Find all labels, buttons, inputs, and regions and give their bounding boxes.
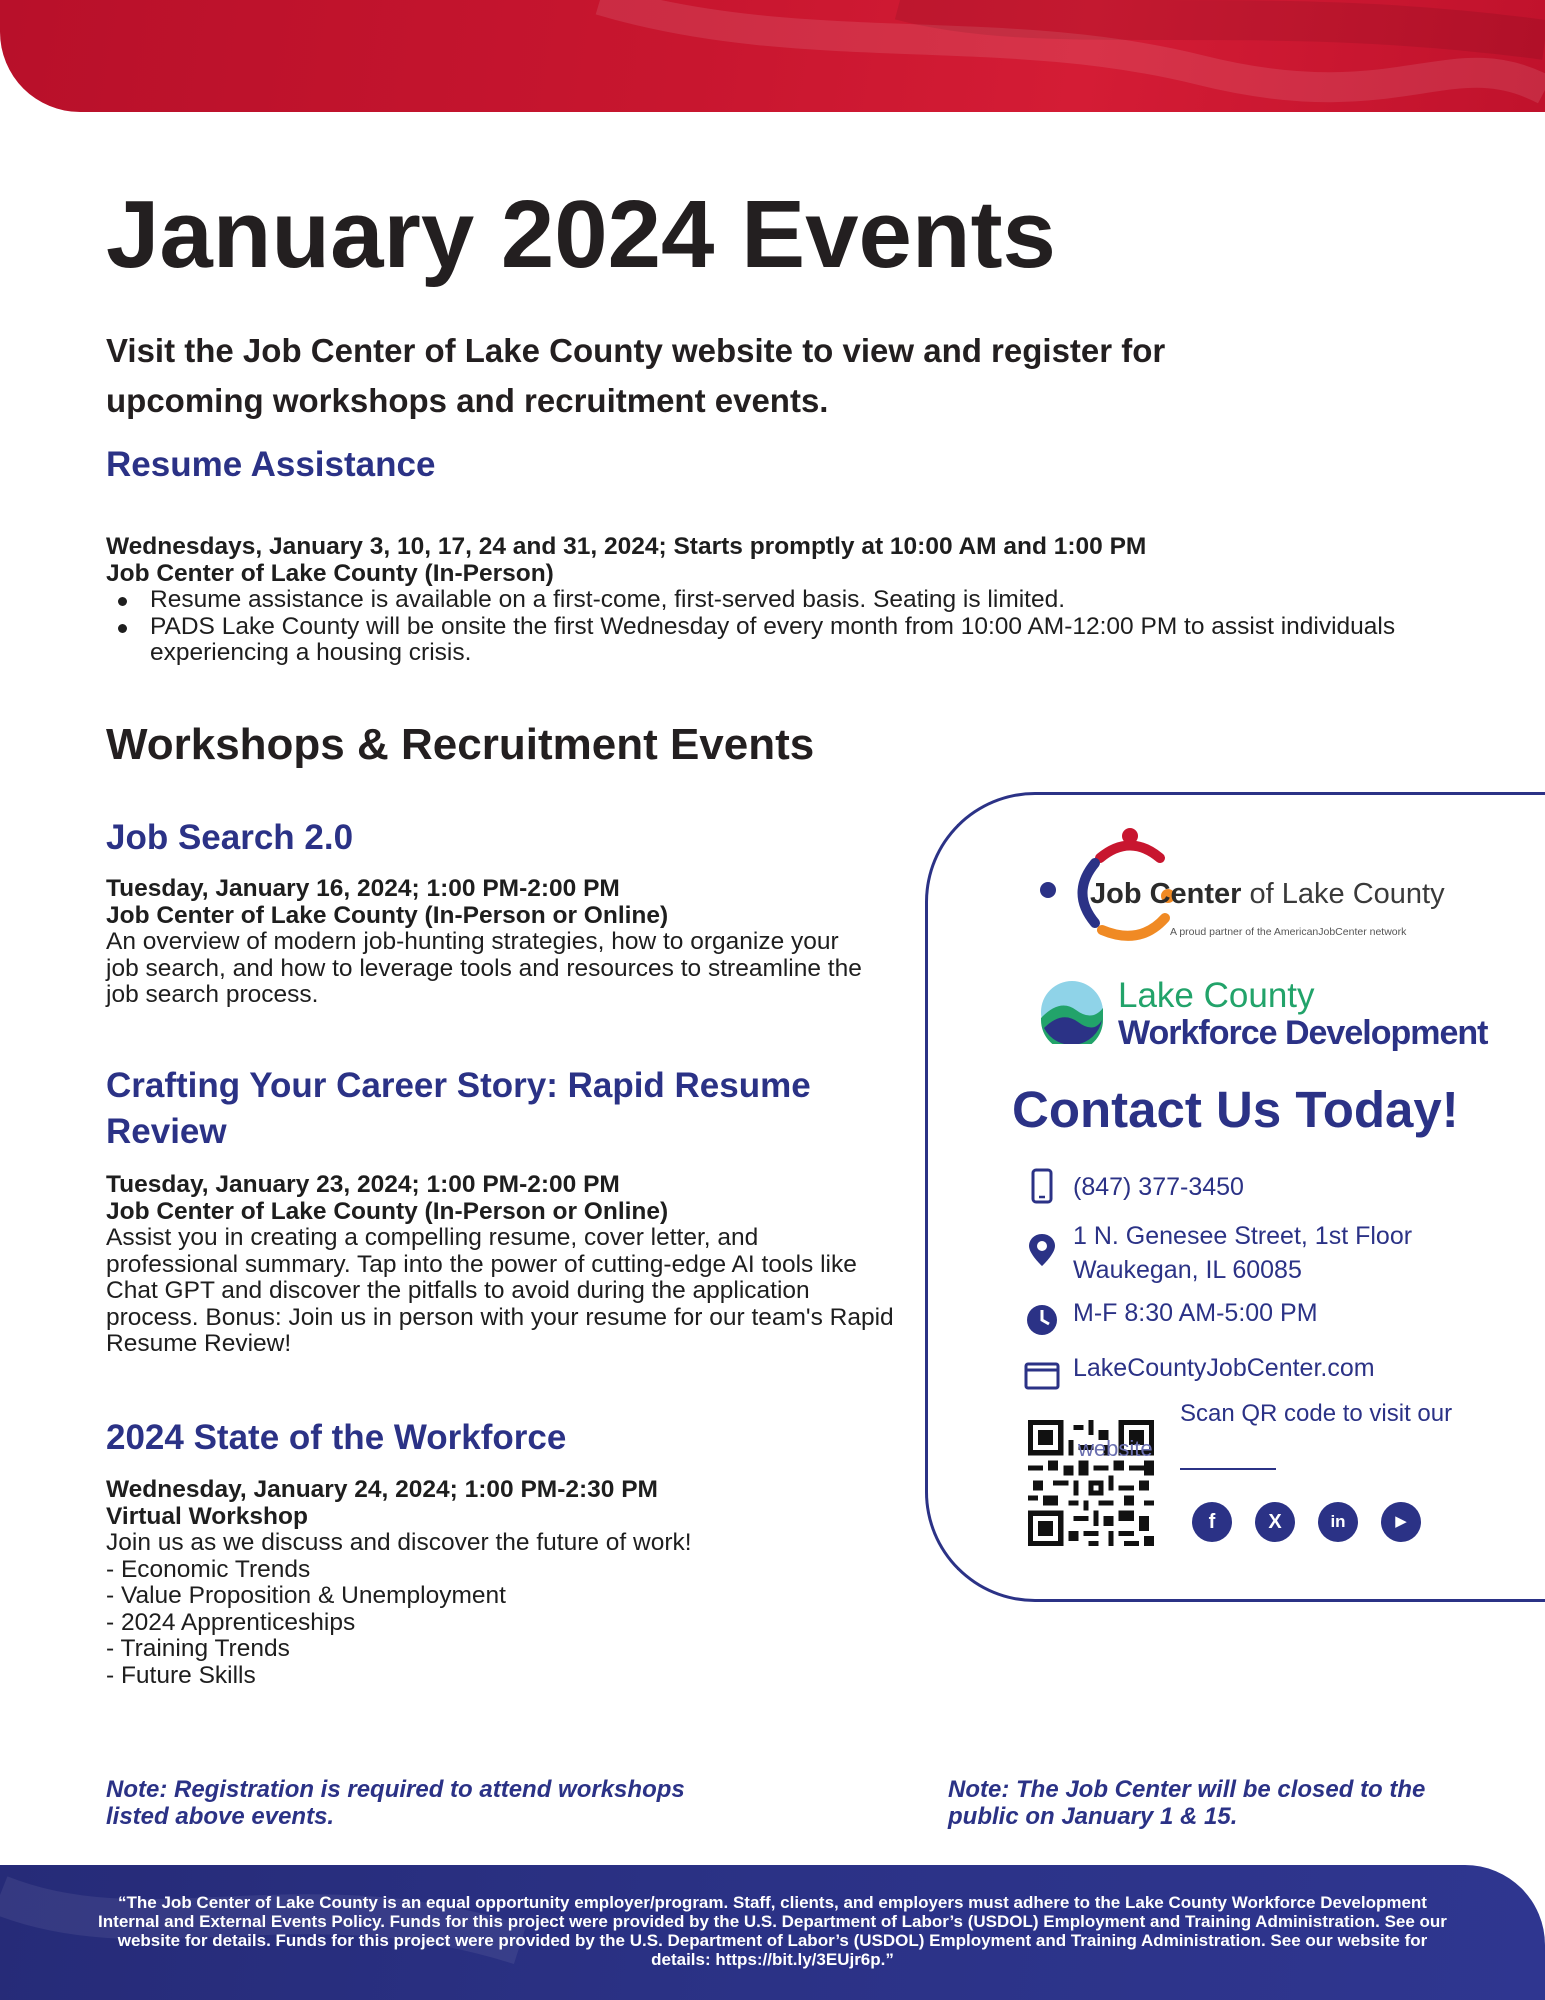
contact-phone[interactable]: (847) 377-3450 [1073, 1173, 1244, 1201]
scan-qr-underline [1180, 1468, 1276, 1470]
phone-icon [1024, 1168, 1060, 1204]
event-date: Tuesday, January 16, 2024; 1:00 PM-2:00 PM [106, 875, 620, 902]
address-line-2: Waukegan, IL 60085 [1073, 1256, 1302, 1284]
contact-hours: M-F 8:30 AM-5:00 PM [1073, 1299, 1318, 1327]
list-item: - Training Trends [106, 1635, 290, 1662]
event-block-job-search [106, 876, 866, 1009]
resume-location: Job Center of Lake County (In-Person) [106, 559, 554, 587]
contact-address [1073, 1219, 1412, 1287]
linkedin-icon[interactable]: in [1318, 1502, 1358, 1542]
youtube-icon[interactable]: ▶ [1381, 1502, 1421, 1542]
x-twitter-icon[interactable]: X [1255, 1502, 1295, 1542]
event-heading-career-story: Crafting Your Career Story: Rapid Resume Review [106, 1066, 811, 1151]
event-block-career-story [106, 1172, 896, 1358]
contact-title: Contact Us Today! [1012, 1081, 1459, 1138]
note-registration: Note: Registration is required to attend workshops listed above events. [106, 1776, 685, 1830]
footer-disclaimer: “The Job Center of Lake County is an equal opportunity employer/program. Staff, clients, and employers must adhere to the Lake County Workforce Development Internal and External Events Policy. Funds for this project were provided by the U.S. Department of Labor’s (USDOL) Employment and Training Administration. See our website for details. Funds for this project were provided by the U.S. Department of Labor’s (USDOL) Employment and Training Administration. See our website for details: https://bit.ly/3EUjr6p.” [98, 1893, 1447, 1969]
workshops-heading: Workshops & Recruitment Events [106, 720, 815, 769]
list-item: - Value Proposition & Unemployment [106, 1582, 506, 1609]
event-date: Tuesday, January 23, 2024; 1:00 PM-2:00 PM [106, 1171, 620, 1198]
address-line-1: 1 N. Genesee Street, 1st Floor [1073, 1222, 1413, 1250]
workforce-logo-line2: Workforce Development [1118, 1014, 1488, 1052]
event-block-state-of-workforce [106, 1477, 896, 1689]
list-item: - Future Skills [106, 1661, 256, 1689]
event-description: Join us as we discuss and discover the future of work! [106, 1529, 692, 1556]
workforce-logo-line1: Lake County [1118, 976, 1315, 1015]
page-title: January 2024 Events [106, 181, 1056, 288]
banner-wave-decoration [0, 0, 1545, 112]
event-location: Virtual Workshop [106, 1502, 308, 1530]
job-center-logo-text: Job Center of Lake County [1090, 878, 1445, 910]
list-item: Resume assistance is available on a first-come, first-served basis. Seating is limited. [106, 587, 1446, 614]
scan-qr-text: Scan QR code to visit our [1180, 1400, 1453, 1427]
note-closure: Note: The Job Center will be closed to the public on January 1 & 15. [948, 1776, 1426, 1830]
event-date: Wednesday, January 24, 2024; 1:00 PM-2:30 PM [106, 1476, 658, 1503]
list-item: - Economic Trends [106, 1555, 311, 1583]
event-heading-job-search: Job Search 2.0 [106, 818, 354, 857]
resume-bullet-list [106, 587, 1446, 667]
workforce-development-logo-icon [1040, 980, 1104, 1044]
list-item: - 2024 Apprenticeships [106, 1608, 356, 1636]
contact-website[interactable]: LakeCountyJobCenter.com [1073, 1354, 1375, 1382]
top-banner [0, 0, 1545, 112]
facebook-icon[interactable]: f [1192, 1502, 1232, 1542]
event-heading-state-of-workforce: 2024 State of the Workforce [106, 1418, 567, 1457]
clock-icon [1024, 1302, 1060, 1338]
resume-assistance-block [106, 534, 1446, 667]
event-description: Assist you in creating a compelling resume, cover letter, and professional summary. Tap into the power of cutting-edge AI tools like Chat GPT and discover the pitfalls to avoid during the application process. Bonus: Join us in person with your resume for our team's Rapid Resume Review! [106, 1224, 894, 1357]
event-location: Job Center of Lake County (In-Person or Online) [106, 1197, 669, 1225]
scan-qr-website-word: website [1078, 1436, 1153, 1461]
intro-text: Visit the Job Center of Lake County website to view and register for upcoming workshops and recruitment events. [106, 332, 1166, 419]
list-item: PADS Lake County will be onsite the first Wednesday of every month from 10:00 AM-12:00 PM to assist individuals experiencing a housing crisis. [106, 614, 1446, 667]
browser-window-icon [1024, 1358, 1060, 1394]
location-pin-icon [1024, 1232, 1060, 1268]
event-description: An overview of modern job-hunting strategies, how to organize your job search, and how to leverage tools and resources to streamline the job search process. [106, 928, 862, 1008]
event-location: Job Center of Lake County (In-Person or Online) [106, 901, 669, 929]
resume-date: Wednesdays, January 3, 10, 17, 24 and 31, 2024; Starts promptly at 10:00 AM and 1:00 PM [106, 533, 1147, 560]
resume-assistance-heading: Resume Assistance [106, 445, 436, 484]
job-center-logo-tagline: A proud partner of the AmericanJobCenter network [1170, 926, 1407, 938]
